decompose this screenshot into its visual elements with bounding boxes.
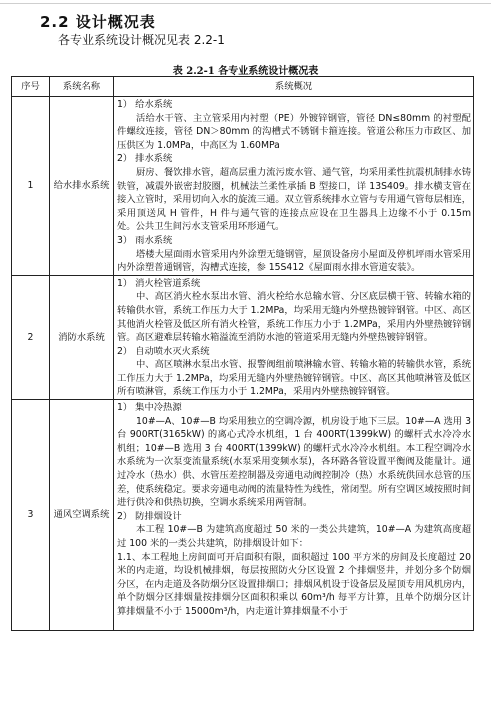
system-overview — [114, 275, 474, 399]
row-number: 2 — [12, 275, 50, 399]
item-heading: 2） 自动喷水灭火系统 — [117, 345, 210, 357]
overview-clip — [117, 401, 471, 630]
header-system-overview: 系统概况 — [114, 77, 474, 97]
header-system-name: 系统名称 — [50, 77, 114, 97]
item-heading: 3） 雨水系统 — [117, 234, 173, 246]
system-overview — [114, 97, 474, 276]
item-paragraph: 活给水干管、主立管采用内衬塑（PE）外镀锌钢管，管径 DN≤80mm 的衬塑配件螺纹连接，管径 DN＞80mm 的沟槽式不锈钢卡箍连接。管道公称压力市政区、加压供区为 1.0MPa，中高区为 1.60MPa — [117, 112, 471, 151]
table-header-row — [12, 77, 474, 97]
section-title: 2.2 设计概况表 — [40, 13, 156, 31]
item-heading: 1） 给水系统 — [117, 99, 173, 110]
systems-table — [11, 76, 474, 631]
table-row — [12, 400, 474, 631]
item-paragraph: 中、高区消火栓水泵出水管、消火栓给水总输水管、分区底层横干管、转输水箱的转输供水管，系统工作压力大于 1.2MPa，均采用无缝内外壁热镀锌钢管。中区、高区其他消火栓管及低区所有消火栓管，系统工作压力小于 1.2MPa，采用内外壁热镀锌钢管。高区避难层转输水箱溢流至消防水池的管道采用无缝内外壁热镀锌钢管。 — [117, 291, 471, 344]
item-paragraph: 厨房、餐饮排水管，超高层重力流污废水管、通气管，均采用柔性抗震机制排水铸铁管，减震外嵌密封胶圈，机械法兰柔性承插 B 型接口，详 13S409。排水横支管在接入立管时，采用切向入水的旋流三通。双立管系统排水立管与专用通气管每层相连，采用顶送风 H 管件，H 件与通气管的连接点应设在卫生器具上边缘不小于 0.15m 处。公共卫生间污水支管采用环形通气。 — [117, 166, 471, 233]
item-paragraph: 中、高区喷淋水泵出水管、报警阀组前喷淋输水管、转输水箱的转输供水管，系统工作压力大于 1.2MPa，均采用无缝内外壁热镀锌钢管。中区、高区其他喷淋管及低区所有喷淋管，系统工作压力小于 1.2MPa，采用内外壁热镀锌钢管。 — [117, 359, 471, 398]
system-overview — [114, 400, 474, 631]
item-heading: 2） 防排烟设计 — [117, 510, 182, 522]
table-row — [12, 97, 474, 276]
header-rule — [0, 3, 491, 4]
row-number: 3 — [12, 400, 50, 631]
item-heading: 1） 消火栓管道系统 — [117, 277, 201, 289]
header-number: 序号 — [12, 77, 50, 97]
row-number: 1 — [12, 97, 50, 276]
item-paragraph: 10#—A、10#—B 均采用独立的空调冷源，机房设于地下三层。10#—A 选用 3 台 900RT(3165kW) 的离心式冷水机组，1 台 400RT(1399kW) 的螺杆式水冷冷水机组；10#—B 选用 3 台 400RT(1399kW) 的螺杆式水冷冷水机组。本工程空调冷水水系统为一次泵变流量系统(水泵采用变频水泵)，各环路各管设置平衡阀及能量计。通过冷水（热水）供、水管压差控制器及旁通电动阀控制冷（热）水系统供回水总管的压差，使系统稳定。要求旁通电动阀的流量特性为线性，常闭型。所有空调区域按照时间进行供冷和供热切换，空调水系统采用两管制。 — [117, 415, 471, 509]
section-subtitle: 各专业系统设计概况见表 2.2-1 — [58, 33, 225, 47]
item-heading: 2） 排水系统 — [117, 153, 173, 165]
item-paragraph: 塔楼大屋面雨水管采用内外涂塑无缝钢管，屋顶设备房小屋面及停机坪雨水管采用内外涂塑普通钢管，沟槽式连接，参 15S412《屋面雨水排水管道安装》。 — [117, 248, 471, 274]
item-heading: 1） 集中冷热源 — [117, 402, 182, 414]
system-name: 消防水系统 — [50, 275, 114, 399]
table-row — [12, 275, 474, 399]
table-caption: 表 2.2-1 各专业系统设计概况表 — [172, 66, 319, 77]
item-paragraph: 本工程 10#—B 为建筑高度超过 50 米的一类公共建筑，10#—A 为建筑高度超过 100 米的一类公共建筑，防排烟设计如下： — [117, 524, 471, 549]
item-paragraph: 1.1、本工程地上房间面可开启面积有限，面积超过 100 平方米的房间及长度超过 20 米的内走道，均设机械排烟，每层按照防火分区设置 2 个排烟竖井，并划分多个防烟分区，在内走道及各防烟分区设置排烟口；排烟风机设于设备层及屋顶专用风机房内，单个防烟分区排烟量按排烟分区面积积乘以 60m³/h 每平方计算，且单个防烟分区计算排烟量不小于 15000m³/h，内走道计算排烟量不小于 — [117, 551, 471, 617]
system-name: 通风空调系统 — [50, 400, 114, 631]
system-name: 给水排水系统 — [50, 97, 114, 276]
